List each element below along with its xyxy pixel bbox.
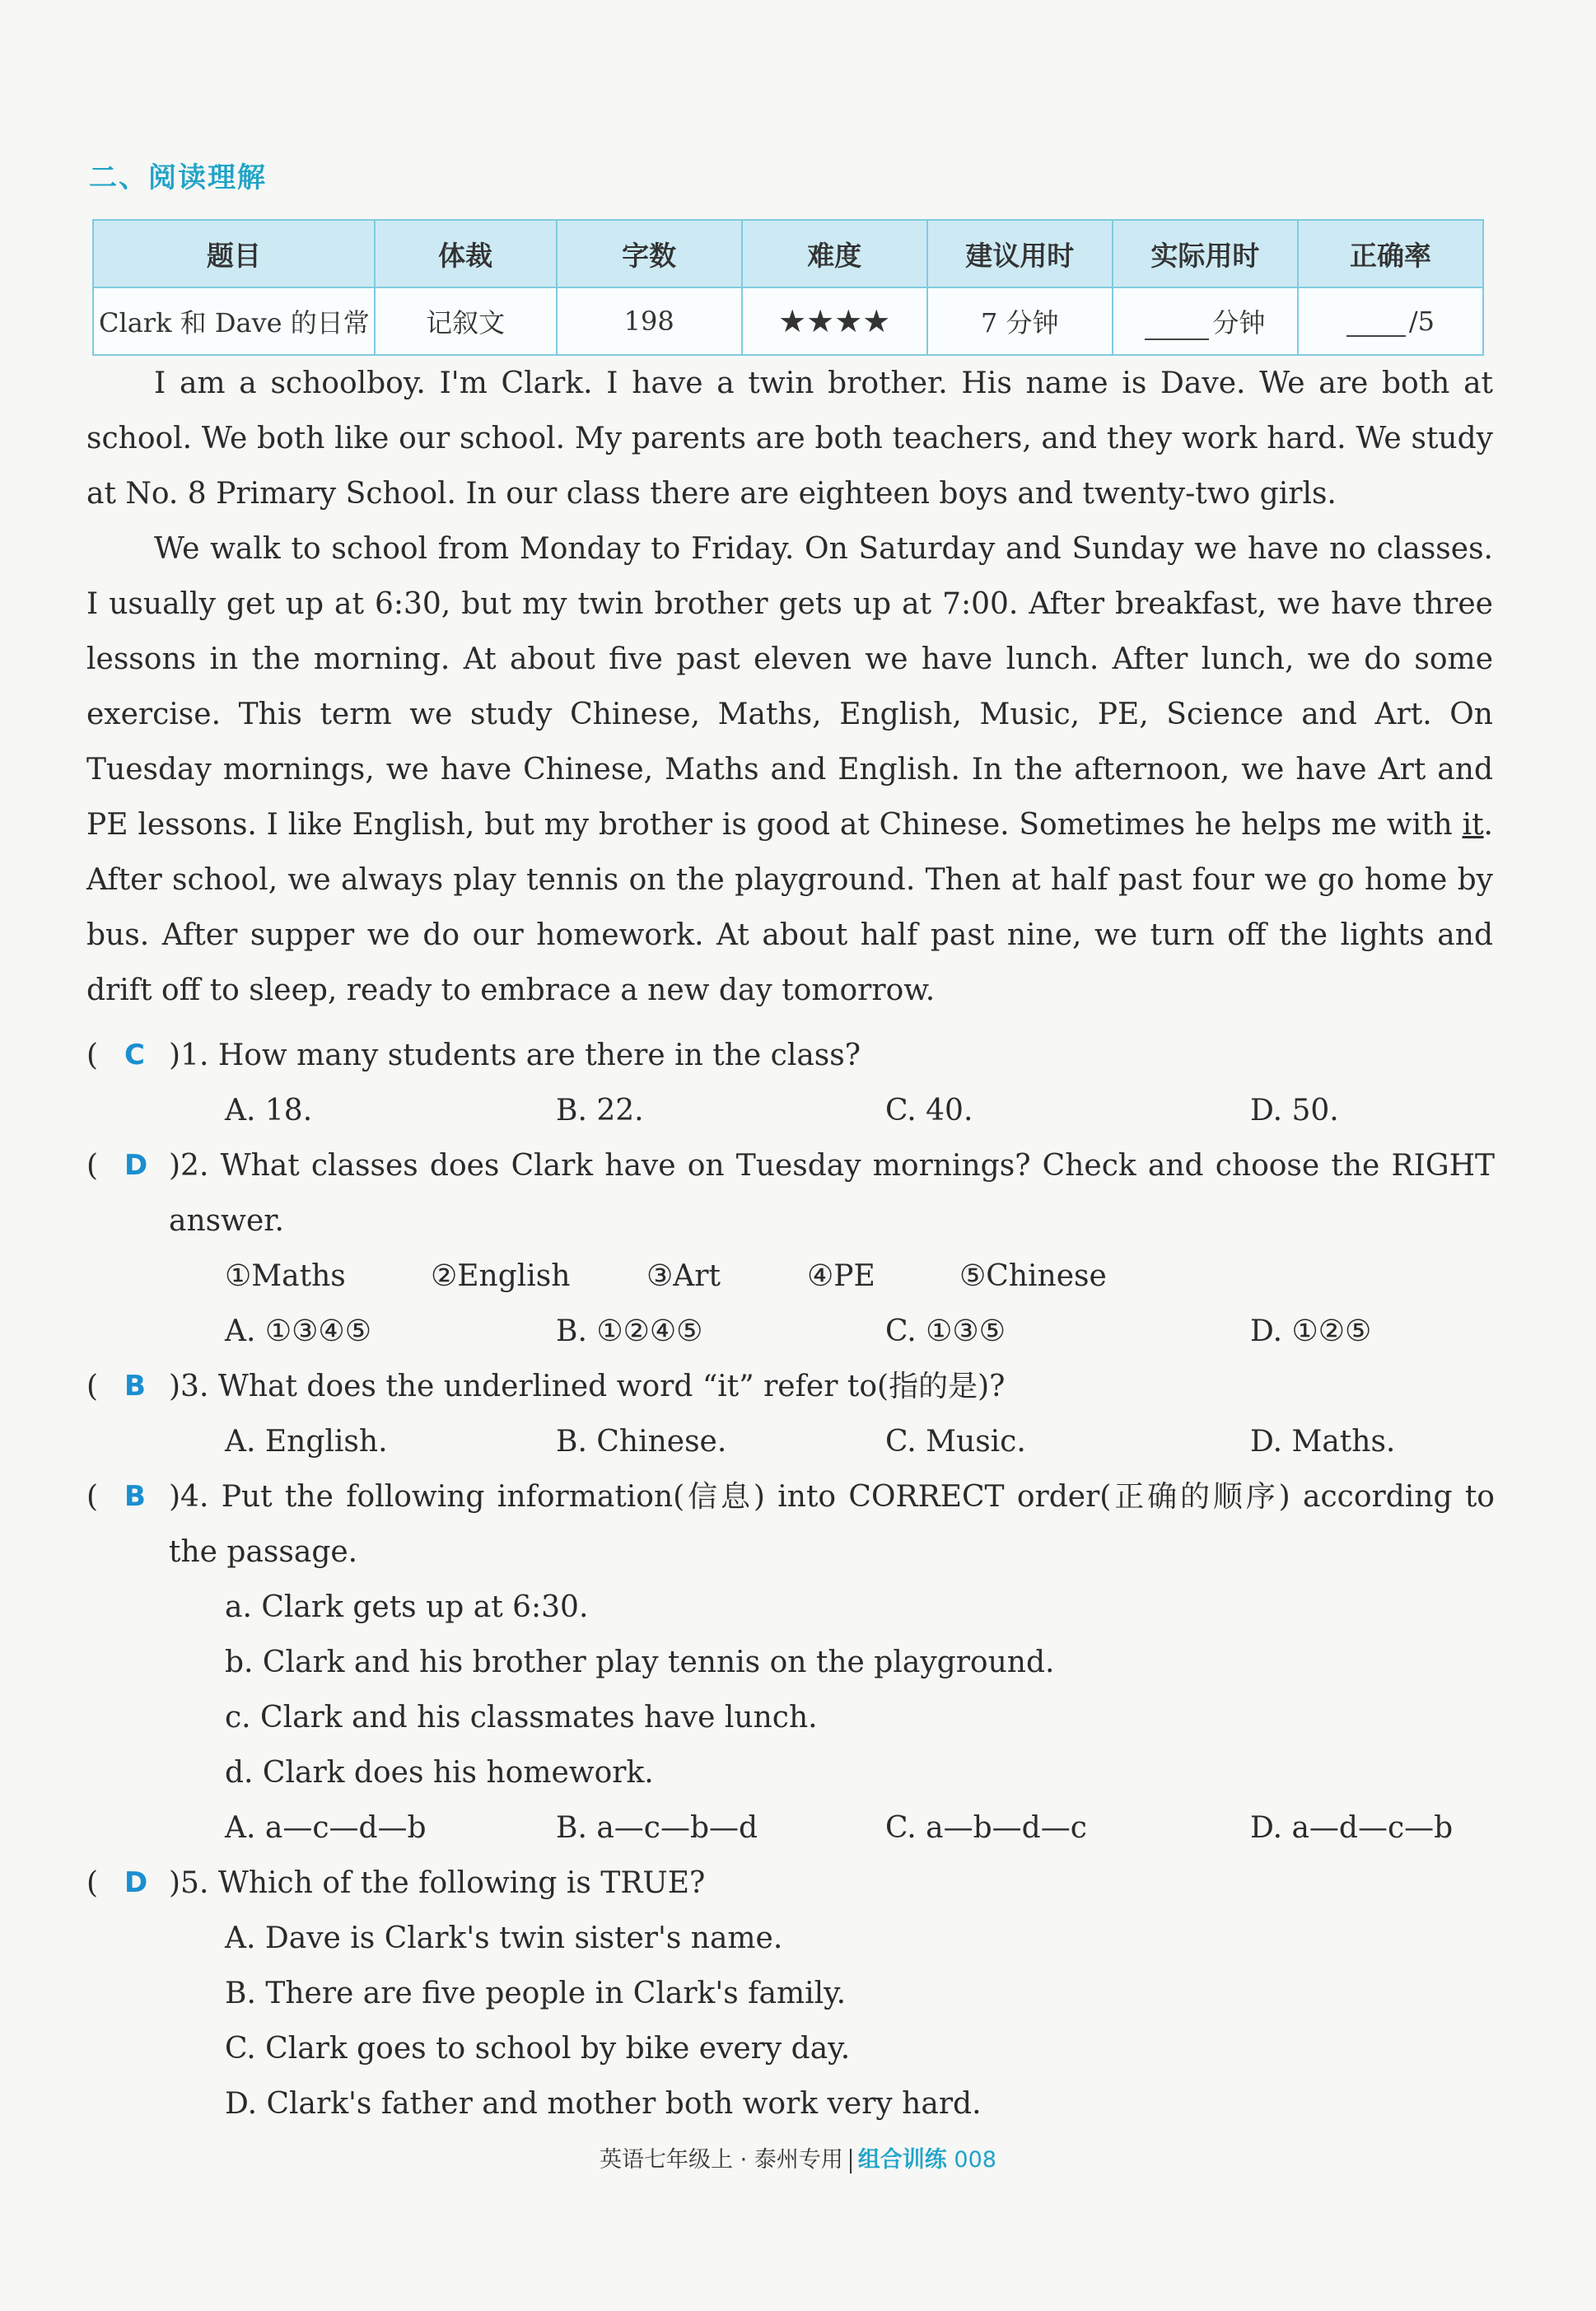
accuracy-total: /5 xyxy=(1408,306,1435,337)
header-title: 题目 xyxy=(93,220,375,287)
header-accuracy: 正确率 xyxy=(1298,220,1483,287)
cell-genre: 记叙文 xyxy=(375,287,557,355)
option-a[interactable]: A. ①③④⑤ xyxy=(225,1314,371,1348)
statement-text: a. Clark gets up at 6:30. xyxy=(225,1590,589,1624)
question-5-option-b xyxy=(86,1966,1493,2021)
option-d[interactable]: D. Maths. xyxy=(1250,1425,1396,1459)
page-footer xyxy=(0,2141,1596,2173)
option-a[interactable]: A. 18. xyxy=(225,1094,313,1127)
answer-mark: C xyxy=(124,1039,145,1071)
option-c[interactable]: C. Clark goes to school by bike every day. xyxy=(225,2032,851,2066)
question-3 xyxy=(86,1359,1493,1414)
question-stem: )5. Which of the following is TRUE? xyxy=(169,1866,706,1900)
question-1-options xyxy=(86,1083,1493,1138)
question-4-options xyxy=(86,1800,1493,1856)
header-suggested-time: 建议用时 xyxy=(927,220,1113,287)
passage-paragraph-2 xyxy=(86,521,1493,1018)
question-2-items xyxy=(86,1249,1493,1304)
question-5-option-c xyxy=(86,2021,1493,2076)
answer-mark: B xyxy=(124,1370,146,1403)
cell-word-count: 198 xyxy=(557,287,742,355)
footer-page-number: 008 xyxy=(954,2147,996,2173)
option-d[interactable]: D. 50. xyxy=(1250,1094,1339,1127)
statement-text: c. Clark and his classmates have lunch. xyxy=(225,1701,818,1734)
option-a[interactable]: A. Dave is Clark's twin sister's name. xyxy=(225,1921,783,1955)
cell-actual-time[interactable] xyxy=(1113,287,1298,355)
answer-paren: ( xyxy=(86,1866,99,1900)
item-4: ④PE xyxy=(807,1259,875,1293)
option-d[interactable]: D. ①②⑤ xyxy=(1250,1314,1372,1348)
item-3: ③Art xyxy=(646,1259,721,1293)
option-d[interactable]: D. Clark's father and mother both work very hard. xyxy=(225,2087,982,2121)
info-table-row xyxy=(93,287,1483,355)
answer-paren: ( xyxy=(86,1149,99,1183)
section-title: 二、阅读理解 xyxy=(89,161,267,194)
option-c[interactable]: C. Music. xyxy=(885,1425,1026,1459)
question-2-options xyxy=(86,1304,1493,1359)
header-difficulty: 难度 xyxy=(742,220,927,287)
cell-suggested-time: 7 分钟 xyxy=(927,287,1113,355)
question-stem: )4. Put the following information(信息) into CORRECT order(正确的顺序) according to the passage. xyxy=(169,1480,1495,1569)
option-b[interactable]: B. 22. xyxy=(556,1094,644,1127)
option-b[interactable]: B. There are five people in Clark's family. xyxy=(225,1977,847,2010)
question-3-options xyxy=(86,1414,1493,1469)
header-genre: 体裁 xyxy=(375,220,557,287)
cell-title: Clark 和 Dave 的日常 xyxy=(93,287,375,355)
answer-mark: B xyxy=(124,1480,146,1513)
question-2 xyxy=(86,1138,1493,1249)
answer-mark: D xyxy=(124,1149,148,1182)
option-c[interactable]: C. 40. xyxy=(885,1094,973,1127)
item-1: ①Maths xyxy=(225,1259,346,1293)
question-5-option-d xyxy=(86,2076,1493,2131)
option-b[interactable]: B. a—c—b—d xyxy=(556,1811,758,1845)
option-a[interactable]: A. English. xyxy=(225,1425,388,1459)
paragraph-2-text-a: We walk to school from Monday to Friday. On Saturday and Sunday we have no classes. I usually get up at 6:30, but my twin brother gets up at 7:00. After breakfast, we have three lessons in the morning. At about five past eleven we have lunch. After lunch, we do some exercise. This term we study Chinese, Maths, English, Music, PE, Science and Art. On Tuesday mornings, we have Chinese, Maths and English. In the afternoon, we have Art and PE lessons. I like English, but my brother is good at Chinese. Sometimes he helps me with xyxy=(86,532,1493,842)
statement-c xyxy=(86,1690,1493,1745)
footer-book: 英语七年级上 · 泰州专用 xyxy=(600,2147,843,2173)
question-5-option-a xyxy=(86,1911,1493,1966)
question-stem: )1. How many students are there in the class? xyxy=(169,1039,861,1072)
statement-a xyxy=(86,1580,1493,1635)
option-c[interactable]: C. a—b—d—c xyxy=(885,1811,1087,1845)
paragraph-2-text-b: . After school, we always play tennis on the playground. Then at half past four we go home by bus. After supper we do our homework. At about half past nine, we turn off the lights and drift off to sleep, ready to embrace a new day tomorrow. xyxy=(86,808,1493,1007)
question-stem: )2. What classes does Clark have on Tuesday mornings? Check and choose the RIGHT answer. xyxy=(169,1149,1495,1238)
item-5: ⑤Chinese xyxy=(959,1259,1107,1293)
question-1 xyxy=(86,1028,1493,1083)
statement-b xyxy=(86,1635,1493,1690)
option-a[interactable]: A. a—c—d—b xyxy=(225,1811,427,1845)
option-d[interactable]: D. a—d—c—b xyxy=(1250,1811,1454,1845)
cell-difficulty: ★★★★ xyxy=(742,287,927,355)
option-b[interactable]: B. Chinese. xyxy=(556,1425,727,1459)
footer-section: 组合训练 xyxy=(857,2147,947,2173)
info-table-header-row xyxy=(93,220,1483,287)
cell-accuracy[interactable] xyxy=(1298,287,1483,355)
info-table xyxy=(92,219,1484,356)
option-b[interactable]: B. ①②④⑤ xyxy=(556,1314,703,1348)
answer-paren: ( xyxy=(86,1480,99,1514)
actual-time-blank[interactable] xyxy=(1145,310,1209,340)
actual-time-unit: 分钟 xyxy=(1212,307,1266,338)
option-c[interactable]: C. ①③⑤ xyxy=(885,1314,1006,1348)
header-actual-time: 实际用时 xyxy=(1113,220,1298,287)
header-word-count: 字数 xyxy=(557,220,742,287)
answer-mark: D xyxy=(124,1866,148,1899)
item-2: ②English xyxy=(431,1259,571,1293)
statement-text: d. Clark does his homework. xyxy=(225,1756,654,1790)
question-5 xyxy=(86,1856,1493,1911)
footer-divider xyxy=(850,2149,852,2173)
accuracy-blank[interactable] xyxy=(1346,307,1406,337)
statement-d xyxy=(86,1745,1493,1800)
question-4 xyxy=(86,1469,1493,1580)
statement-text: b. Clark and his brother play tennis on the playground. xyxy=(225,1646,1055,1679)
question-stem: )3. What does the underlined word “it” refer to(指的是)? xyxy=(169,1370,1006,1403)
underlined-word-it: it xyxy=(1462,808,1484,842)
answer-paren: ( xyxy=(86,1039,99,1072)
passage-paragraph-1: I am a schoolboy. I'm Clark. I have a twin brother. His name is Dave. We are both at school. We both like our school. My parents are both teachers, and they work hard. We study at No. 8 Primary School. In our class there are eighteen boys and twenty-two girls. xyxy=(86,366,1493,511)
answer-paren: ( xyxy=(86,1370,99,1403)
